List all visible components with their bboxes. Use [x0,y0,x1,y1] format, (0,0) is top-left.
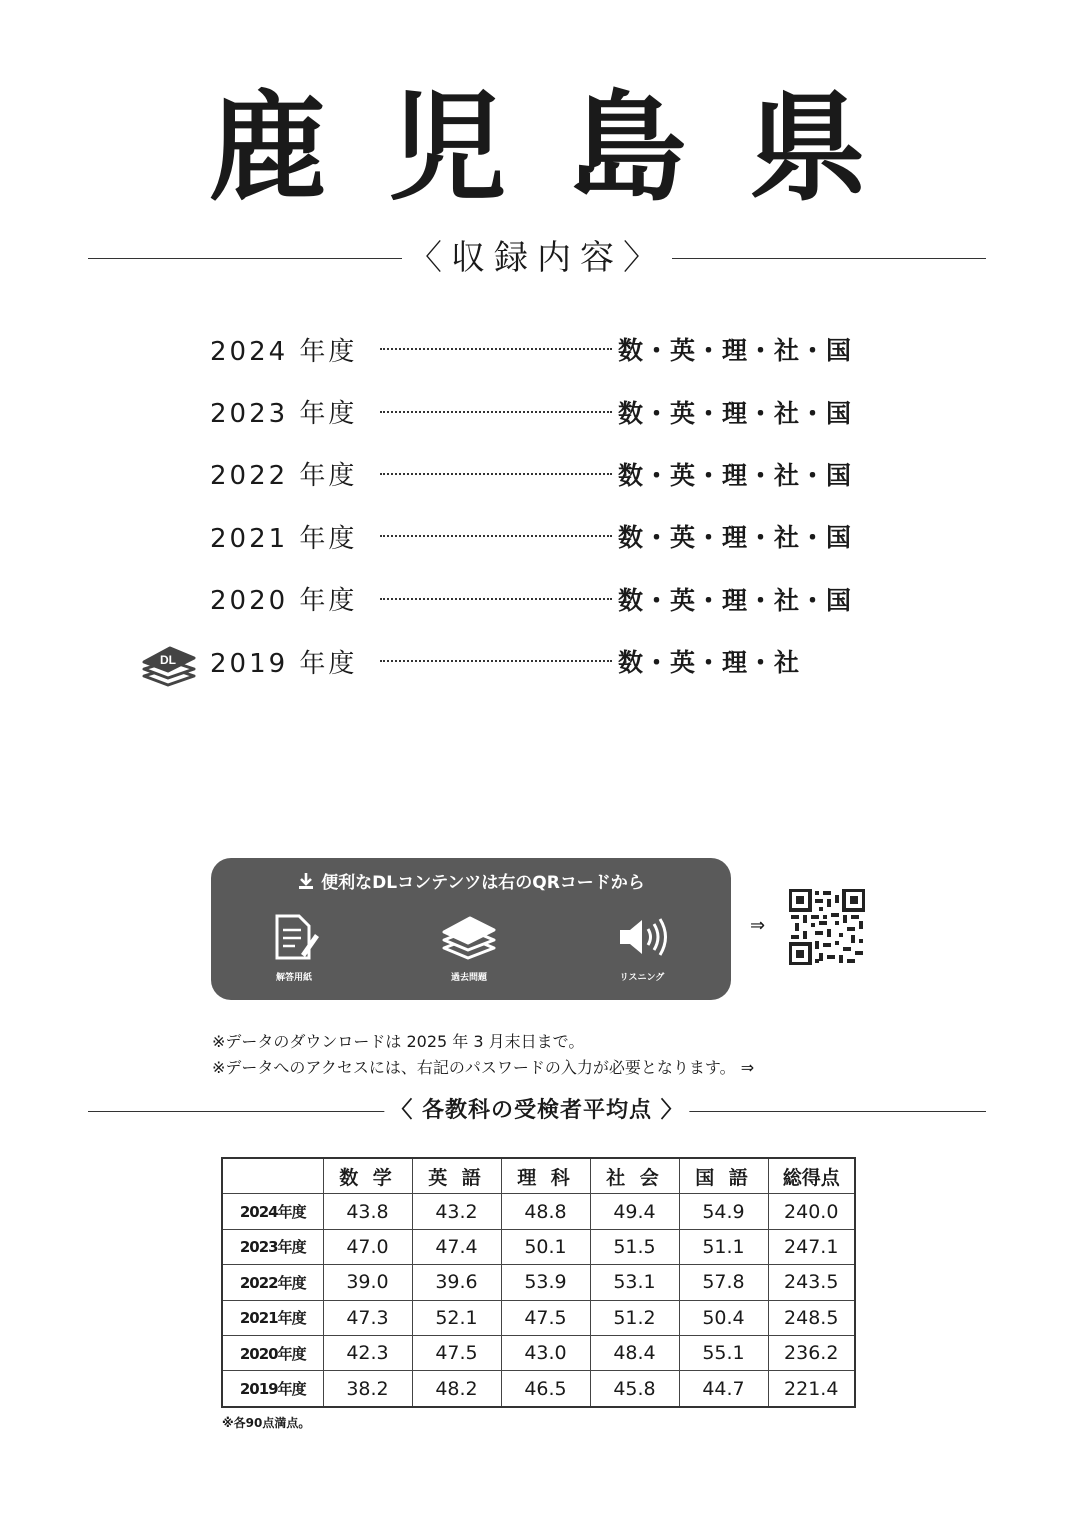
score-cell: 47.0 [323,1229,412,1264]
answer-sheet-label: 解答用紙 [275,973,312,983]
row-year: 2023年度 [222,1229,323,1264]
contents-year: 2019 年度 [210,648,358,679]
leader-dots [380,598,612,600]
score-cell: 42.3 [323,1335,412,1370]
books-icon [438,910,500,964]
contents-row [210,568,890,630]
score-cell: 47.3 [323,1300,412,1335]
dl-badge: DL [160,652,176,667]
score-cell: 51.1 [679,1229,768,1264]
contents-row [210,318,890,380]
contents-year: 2022 年度 [210,461,358,492]
contents-year: 2024 年度 [210,336,358,367]
score-cell: 47.5 [412,1335,501,1370]
download-icon [297,872,315,890]
score-cell: 248.5 [768,1300,855,1335]
score-cell: 48.4 [590,1335,679,1370]
score-cell: 243.5 [768,1265,855,1300]
contents-subjects: 数・英・理・社 [618,648,801,678]
averages-heading-label: 〈 各教科の受検者平均点 〉 [384,1091,689,1131]
table-row [222,1335,855,1370]
contents-subjects: 数・英・理・社・国 [618,460,853,490]
score-cell: 57.8 [679,1265,768,1300]
score-cell: 39.0 [323,1265,412,1300]
table-row [222,1229,855,1264]
score-cell: 221.4 [768,1371,855,1407]
contents-year: 2021 年度 [210,523,358,554]
table-row [222,1371,855,1407]
table-row [222,1265,855,1300]
note-line: ※データへのアクセスには、右記のパスワードの入力が必要となります。 ⇒ [212,1058,755,1077]
table-row [222,1194,855,1229]
answer-sheet-icon [267,910,321,964]
score-cell: 47.4 [412,1229,501,1264]
listening-item[interactable] [587,910,697,983]
contents-row [160,630,890,692]
score-cell: 50.4 [679,1300,768,1335]
qr-arrow: ⇒ [750,915,766,936]
contents-heading-label: 〈収録内容〉 [402,238,672,278]
score-cell: 55.1 [679,1335,768,1370]
contents-row [210,443,890,505]
header-cell [222,1158,323,1194]
score-cell: 48.2 [412,1371,501,1407]
score-cell: 48.8 [501,1194,590,1229]
header-cell: 社 会 [590,1158,679,1194]
header-cell: 総得点 [768,1158,855,1194]
leader-dots [380,348,612,350]
contents-year: 2020 年度 [210,586,358,617]
score-cell: 52.1 [412,1300,501,1335]
leader-dots [380,411,612,413]
download-books-icon [140,642,198,696]
table-footnote: ※各90点満点。 [222,1416,311,1430]
header-cell: 英 語 [412,1158,501,1194]
leader-dots [380,535,612,537]
past-papers-label: 過去問題 [450,973,487,983]
download-notes [212,1029,754,1081]
score-cell: 51.2 [590,1300,679,1335]
header-cell: 国 語 [679,1158,768,1194]
score-cell: 47.5 [501,1300,590,1335]
speaker-icon [614,910,670,964]
contents-row [210,380,890,442]
score-cell: 45.8 [590,1371,679,1407]
score-cell: 43.2 [412,1194,501,1229]
score-cell: 53.9 [501,1265,590,1300]
averages-heading [88,1091,986,1131]
answer-sheet-item[interactable] [239,910,349,983]
score-cell: 39.6 [412,1265,501,1300]
row-year: 2022年度 [222,1265,323,1300]
row-year: 2020年度 [222,1335,323,1370]
header-cell: 理 科 [501,1158,590,1194]
score-cell: 50.1 [501,1229,590,1264]
row-year: 2021年度 [222,1300,323,1335]
download-caption-text: 便利なDLコンテンツは右のQRコードから [321,873,645,893]
score-cell: 43.8 [323,1194,412,1229]
page-title: 鹿児島県 [208,79,929,217]
note-line: ※データのダウンロードは 2025 年 3 月末日まで。 [212,1032,585,1051]
contents-year: 2023 年度 [210,399,358,430]
score-cell: 51.5 [590,1229,679,1264]
leader-dots [380,660,612,662]
listening-label: リスニング [619,973,665,983]
contents-heading [88,238,986,278]
score-cell: 46.5 [501,1371,590,1407]
score-cell: 38.2 [323,1371,412,1407]
qr-code-icon[interactable] [789,889,865,965]
leader-dots [380,473,612,475]
score-cell: 49.4 [590,1194,679,1229]
score-cell: 44.7 [679,1371,768,1407]
table-header-row [222,1158,855,1194]
row-year: 2019年度 [222,1371,323,1407]
score-cell: 53.1 [590,1265,679,1300]
score-cell: 247.1 [768,1229,855,1264]
header-cell: 数 学 [323,1158,412,1194]
contents-subjects: 数・英・理・社・国 [618,523,853,553]
download-caption [211,868,731,893]
contents-subjects: 数・英・理・社・国 [618,336,853,366]
row-year: 2024年度 [222,1194,323,1229]
contents-row [210,505,890,567]
score-cell: 54.9 [679,1194,768,1229]
table-row [222,1300,855,1335]
score-cell: 236.2 [768,1335,855,1370]
contents-list [160,318,890,692]
average-scores-table [221,1157,856,1408]
contents-subjects: 数・英・理・社・国 [618,585,853,615]
past-papers-item[interactable] [414,910,524,983]
score-cell: 240.0 [768,1194,855,1229]
contents-subjects: 数・英・理・社・国 [618,398,853,428]
score-cell: 43.0 [501,1335,590,1370]
download-content-box [211,858,731,1000]
